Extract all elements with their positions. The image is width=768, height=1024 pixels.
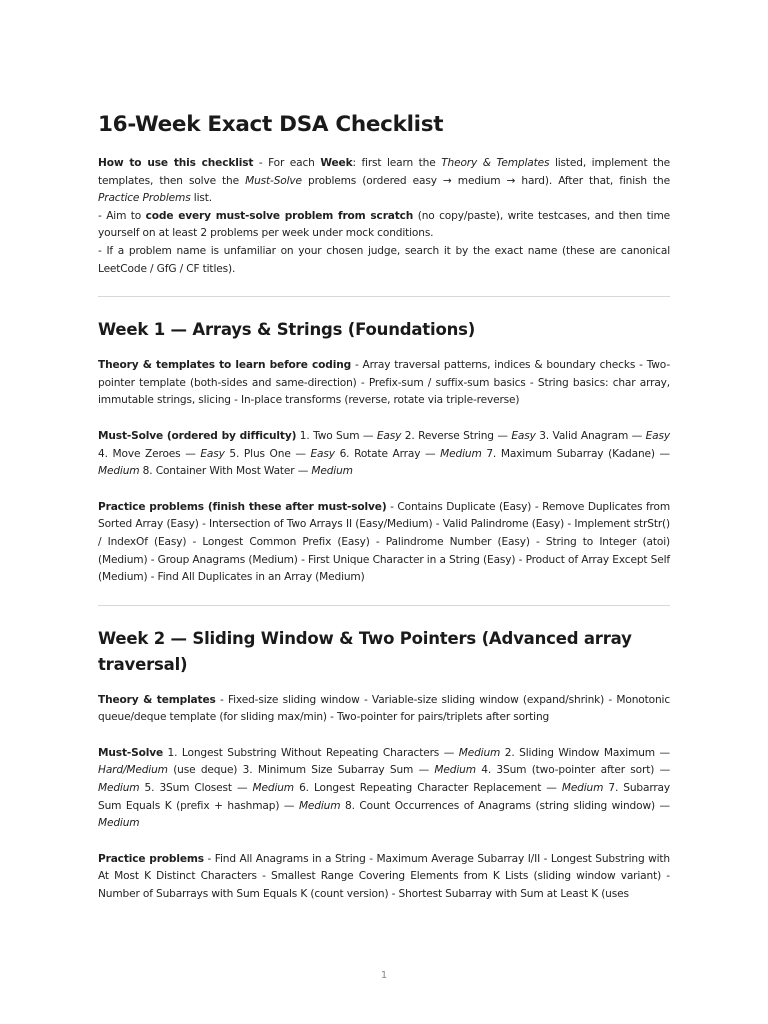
difficulty-label: Medium bbox=[98, 465, 140, 478]
difficulty-label: Medium bbox=[98, 817, 140, 830]
intro-bold-label: How to use this checklist bbox=[98, 157, 254, 169]
difficulty-label: Medium bbox=[98, 782, 140, 795]
must-solve-item: 6. Rotate Array — bbox=[334, 447, 441, 460]
page-number: 1 bbox=[380, 970, 388, 981]
difficulty-label: Medium bbox=[298, 799, 341, 812]
difficulty-label: Medium bbox=[434, 764, 476, 777]
week-2-theory: Theory & templates - Fixed-size sliding window - Variable-size sliding window (expand/shrink) - Monotonic queue/deque template (for sliding max/min) - Two-pointer for pairs/triplets after sorting bbox=[98, 693, 670, 724]
must-solve-item: 8. Count Occurrences of Anagrams (string sliding window) — bbox=[340, 799, 670, 812]
must-solve-item: 5. 3Sum Closest — bbox=[139, 782, 253, 795]
must-solve-item: 2. Sliding Window Maximum — bbox=[500, 746, 670, 759]
difficulty-label: Easy bbox=[645, 429, 670, 442]
must-solve-item: 2. Reverse String — bbox=[401, 429, 512, 442]
must-solve-item: 3. Minimum Size Subarray Sum — bbox=[237, 764, 435, 777]
week-2-must-solve: Must-Solve 1. Longest Substring Without Repeating Characters — Medium 2. Sliding Window Maximum — Hard/Medium (use deque) 3. Minimum Size Subarray Sum — Medium 4. 3Sum (two-pointer after sort) — Medium 5. 3Sum Closest — Medium 6. Longest Repeating Character Replacement — Medium 7. Subarray Sum Equals K (prefix + hashmap) — Medium 8. Count Occurrences of Anagrams (string sliding window) — Medium bbox=[98, 746, 671, 830]
intro-section bbox=[98, 155, 670, 278]
must-solve-item: 3. Valid Anagram — bbox=[535, 429, 646, 442]
difficulty-label: Hard/Medium bbox=[98, 764, 168, 777]
difficulty-label: Medium bbox=[252, 782, 294, 795]
must-solve-item: 5. Plus One — bbox=[224, 447, 311, 460]
must-solve-item: 1. Two Sum — bbox=[296, 429, 377, 442]
intro-paragraph-2: - Aim to code every must-solve problem from scratch (no copy/paste), write testcases, and then time yourself on at least 2 problems per week under mock conditions. bbox=[98, 209, 670, 240]
week-2-heading: Week 2 — Sliding Window & Two Pointers (Advanced array traversal) bbox=[98, 628, 632, 674]
difficulty-label: Medium bbox=[458, 746, 501, 759]
difficulty-label: Medium bbox=[561, 782, 604, 795]
must-solve-item: 6. Longest Repeating Character Replacement — bbox=[293, 782, 562, 795]
intro-paragraph-3: - If a problem name is unfamiliar on your chosen judge, search it by the exact name (these are canonical LeetCode / GfG / CF titles). bbox=[98, 244, 670, 275]
difficulty-label: Easy bbox=[511, 429, 536, 442]
week-1-heading: Week 1 — Arrays & Strings (Foundations) bbox=[98, 320, 476, 340]
must-solve-item: 1. Longest Substring Without Repeating Characters — bbox=[162, 746, 459, 759]
must-solve-item: 7. Maximum Subarray (Kadane) — bbox=[481, 447, 670, 460]
intro-paragraph-1: How to use this checklist - For each Week: first learn the Theory & Templates listed, implement the templates, then solve the Must-Solve problems (ordered easy → medium → hard). After that, finish the Practice Problems list. bbox=[98, 157, 670, 205]
difficulty-label: Easy bbox=[376, 429, 402, 442]
document-page bbox=[98, 112, 670, 922]
week-1-theory: Theory & templates to learn before coding - Array traversal patterns, indices & boundary checks - Two-pointer template (both-sides and same-direction) - Prefix-sum / suffix-sum basics - String basics: char array, immutable strings, slicing - In-place transforms (reverse, rotate via triple-reverse) bbox=[98, 359, 670, 407]
section-divider bbox=[98, 296, 670, 297]
difficulty-label: Easy bbox=[310, 447, 335, 460]
difficulty-label: Medium bbox=[311, 465, 353, 478]
must-solve-item: 4. Move Zeroes — bbox=[98, 447, 201, 460]
week-1-practice: Practice problems (finish these after must-solve) - Contains Duplicate (Easy) - Remove Duplicates from Sorted Array (Easy) - Intersection of Two Arrays II (Easy/Medium) - Valid Palindrome (Easy) - Implement strStr() / IndexOf (Easy) - Longest Common Prefix (Easy) - Palindrome Number (Easy) - String to Integer (atoi) (Medium) - Group Anagrams (Medium) - First Unique Character in a String (Easy) - Product of Array Except Self (Medium) - Find All Duplicates in an Array (Medium) bbox=[98, 500, 670, 584]
week-2-practice: Practice problems - Find All Anagrams in a String - Maximum Average Subarray I/II - Longest Substring with At Most K Distinct Characters - Smallest Range Covering Elements from K Lists (sliding window variant) - Number of Subarrays with Sum Equals K (count version) - Shortest Subarray with Sum at Least K (uses bbox=[98, 852, 670, 901]
week-1-must-solve: Must-Solve (ordered by difficulty) 1. Two Sum — Easy 2. Reverse String — Easy 3. Valid Anagram — Easy 4. Move Zeroes — Easy 5. Plus One — Easy 6. Rotate Array — Medium 7. Maximum Subarray (Kadane) — Medium 8. Container With Most Water — Medium bbox=[98, 429, 670, 478]
must-solve-item: 7. Subarray Sum Equals K (prefix + hashmap) — bbox=[98, 782, 671, 812]
must-solve-item: 4. 3Sum (two-pointer after sort) — bbox=[475, 764, 671, 777]
must-solve-item: 8. Container With Most Water — bbox=[139, 465, 312, 478]
difficulty-label: Medium bbox=[440, 447, 482, 460]
section-divider bbox=[98, 605, 670, 606]
document-title: 16-Week Exact DSA Checklist bbox=[98, 112, 444, 137]
difficulty-label: Easy bbox=[200, 447, 225, 460]
